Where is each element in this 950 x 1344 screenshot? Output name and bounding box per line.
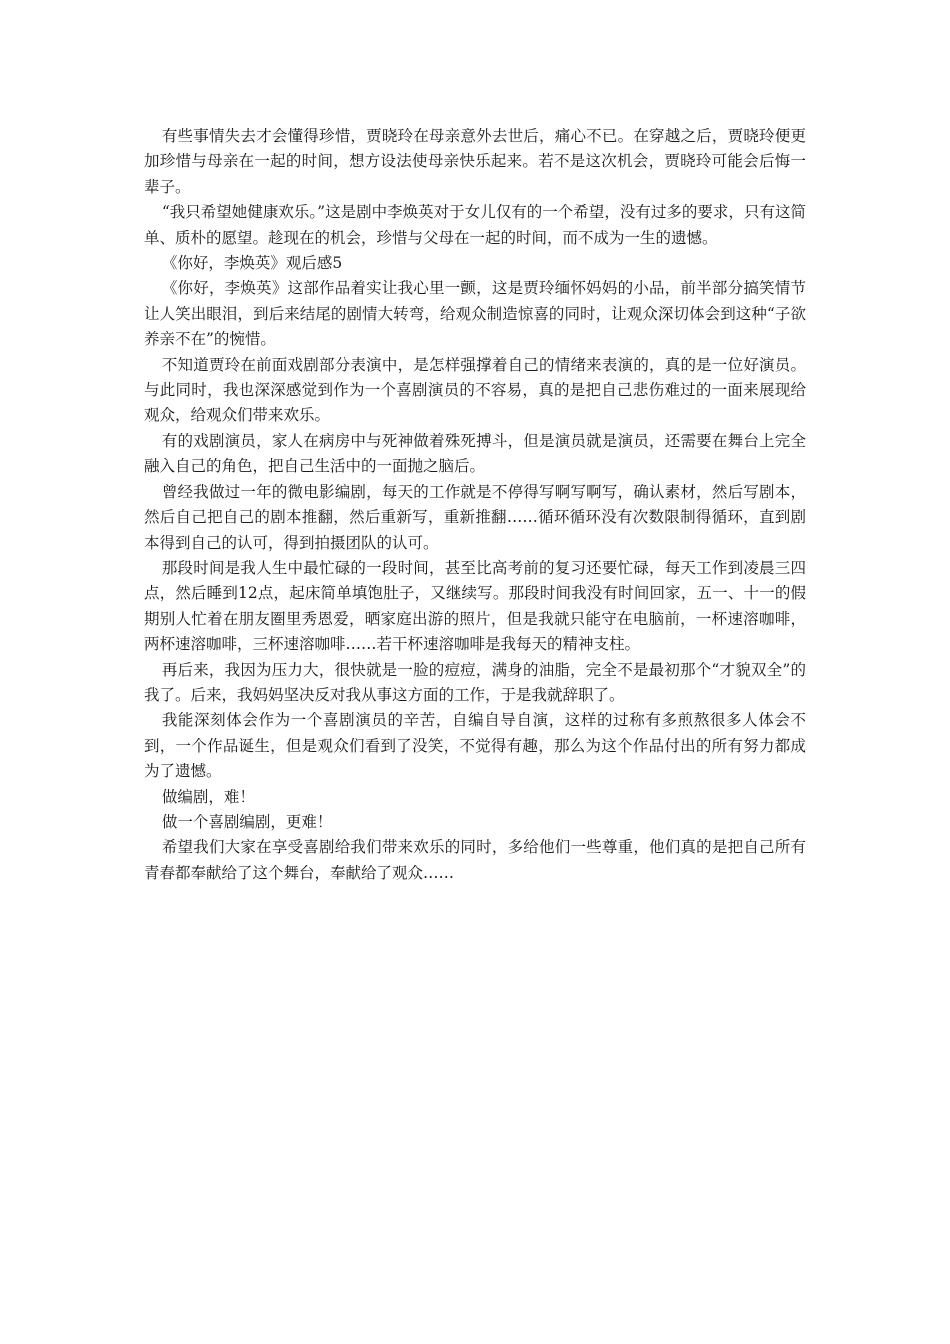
paragraph: 曾经我做过一年的微电影编剧，每天的工作就是不停得写啊写啊写，确认素材，然后写剧本，然后自己把自己的剧本推翻，然后重新写，重新推翻……循环循环没有次数限制得循环，直到剧本得到自己的认可，得到拍摄团队的认可。 <box>144 482 806 552</box>
paragraph: 做一个喜剧编剧，更难！ <box>161 812 333 831</box>
paragraph: 再后来，我因为压力大，很快就是一脸的痘痘，满身的油脂，完全不是最初那个“才貌双全”的我了。后来，我妈妈坚决反对我从事这方面的工作，于是我就辞职了。 <box>144 660 806 704</box>
paragraph: 不知道贾玲在前面戏剧部分表演中，是怎样强撑着自己的情绪来表演的，真的是一位好演员。与此同时，我也深深感觉到作为一个喜剧演员的不容易，真的是把自己悲伤难过的一面来展现给观众，给观众们带来欢乐。 <box>144 355 806 425</box>
paragraph: 《你好，李焕英》这部作品着实让我心里一颤，这是贾玲缅怀妈妈的小品，前半部分搞笑情节让人笑出眼泪，到后来结尾的剧情大转弯，给观众制造惊喜的同时，让观众深切体会到这种“子欲养亲不在”的惋惜。 <box>144 279 806 349</box>
paragraph: 做编剧，难！ <box>161 787 255 806</box>
document-body <box>144 124 806 886</box>
paragraph: 希望我们大家在享受喜剧给我们带来欢乐的同时，多给他们一些尊重，他们真的是把自己所有青春都奉献给了这个舞台，奉献给了观众…… <box>144 838 806 882</box>
paragraph: 我能深刻体会作为一个喜剧演员的辛苦，自编自导自演，这样的过称有多煎熬很多人体会不到，一个作品诞生，但是观众们看到了没笑，不觉得有趣，那么为这个作品付出的所有努力都成为了遗憾。 <box>144 711 806 781</box>
paragraph: 有的戏剧演员，家人在病房中与死神做着殊死搏斗，但是演员就是演员，还需要在舞台上完全融入自己的角色，把自己生活中的一面抛之脑后。 <box>144 431 806 476</box>
section-title: 《你好，李焕英》观后感5 <box>161 254 343 273</box>
paragraph: 有些事情失去才会懂得珍惜，贾晓玲在母亲意外去世后，痛心不已。在穿越之后，贾晓玲便更加珍惜与母亲在一起的时间，想方设法使母亲快乐起来。若不是这次机会，贾晓玲可能会后悔一辈子。 <box>144 127 806 196</box>
paragraph: “我只希望她健康欢乐。”这是剧中李焕英对于女儿仅有的一个希望，没有过多的要求，只有这简单、质朴的愿望。趁现在的机会，珍惜与父母在一起的时间，而不成为一生的遗憾。 <box>144 203 806 247</box>
paragraph: 那段时间是我人生中最忙碌的一段时间，甚至比高考前的复习还要忙碌，每天工作到凌晨三四点，然后睡到12点，起床简单填饱肚子，又继续写。那段时间我没有时间回家，五一、十一的假期别人忙着在朋友圈里秀恩爱，晒家庭出游的照片，但是我就只能守在电脑前，一杯速溶咖啡，两杯速溶咖啡，三杯速溶咖啡……若干杯速溶咖啡是我每天的精神支柱。 <box>144 558 806 654</box>
